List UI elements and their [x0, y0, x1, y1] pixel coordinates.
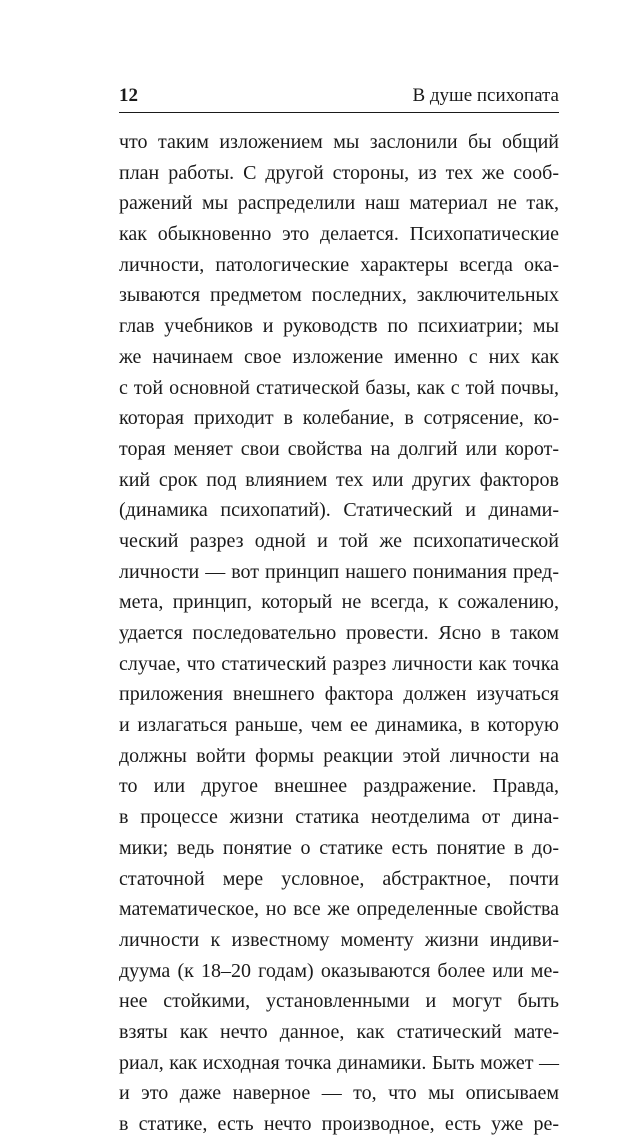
text-line: ческий разрез одной и той же психопатической: [119, 529, 559, 552]
text-line: в процессе жизни статика неотделима от дина-: [119, 806, 559, 829]
text-line: взяты как нечто данное, как статический мате-: [119, 1020, 559, 1043]
text-line: должны войти формы реакции этой личности на: [119, 744, 559, 767]
text-line: как обыкновенно это делается. Психопатические: [119, 223, 559, 246]
page-number: 12: [119, 85, 138, 106]
running-header: [119, 84, 559, 108]
text-line: которая приходит в колебание, в сотрясение, ко-: [119, 407, 559, 430]
text-line: удается последовательно провести. Ясно в таком: [119, 622, 559, 644]
text-line: личности к известному моменту жизни индиви-: [119, 928, 559, 951]
text-line: зываются предметом последних, заключительных: [119, 284, 559, 307]
header-rule: [119, 112, 559, 113]
text-line: личности, патологические характеры всегда ока-: [119, 253, 559, 276]
text-line: с той основной статической базы, как с той почвы,: [119, 376, 559, 399]
text-line: приложения внешнего фактора должен изучаться: [119, 683, 559, 706]
text-line: личности — вот принцип нашего понимания пред-: [119, 560, 559, 583]
body-text: [119, 127, 559, 1140]
text-line: математическое, но все же определенные свойства: [119, 898, 559, 921]
text-line: план работы. С другой стороны, из тех же сооб-: [119, 161, 559, 184]
text-line: в статике, есть нечто производное, есть уже ре-: [119, 1113, 559, 1135]
text-line: статочной мере условное, абстрактное, почти: [119, 867, 559, 890]
text-line: случае, что статический разрез личности как точка: [119, 652, 559, 675]
text-line: что таким изложением мы заслонили бы общий: [119, 131, 559, 153]
text-line: же начинаем свое изложение именно с них как: [119, 345, 559, 368]
text-line: мета, принцип, который не всегда, к сожалению,: [119, 591, 559, 614]
text-line: мики; ведь понятие о статике есть понятие в до-: [119, 836, 559, 859]
text-line: и это даже наверное — то, что мы описываем: [119, 1082, 559, 1105]
running-title: В душе психопата: [412, 85, 559, 106]
text-line: то или другое внешнее раздражение. Правда,: [119, 775, 559, 798]
text-line: ражений мы распределили наш материал не так,: [119, 192, 559, 215]
text-line: и излагаться раньше, чем ее динамика, в которую: [119, 714, 559, 737]
text-line: торая меняет свои свойства на долгий или корот-: [119, 437, 559, 460]
text-line: (динамика психопатий). Статический и динами-: [119, 499, 559, 522]
text-line: нее стойкими, установленными и могут быть: [119, 990, 559, 1013]
text-line: кий срок под влиянием тех или других факторов: [119, 468, 559, 491]
text-line: риал, как исходная точка динамики. Быть может —: [119, 1051, 559, 1074]
text-line: глав учебников и руководств по психиатрии; мы: [119, 315, 559, 338]
text-line: дуума (к 18–20 годам) оказываются более или ме-: [119, 959, 559, 982]
